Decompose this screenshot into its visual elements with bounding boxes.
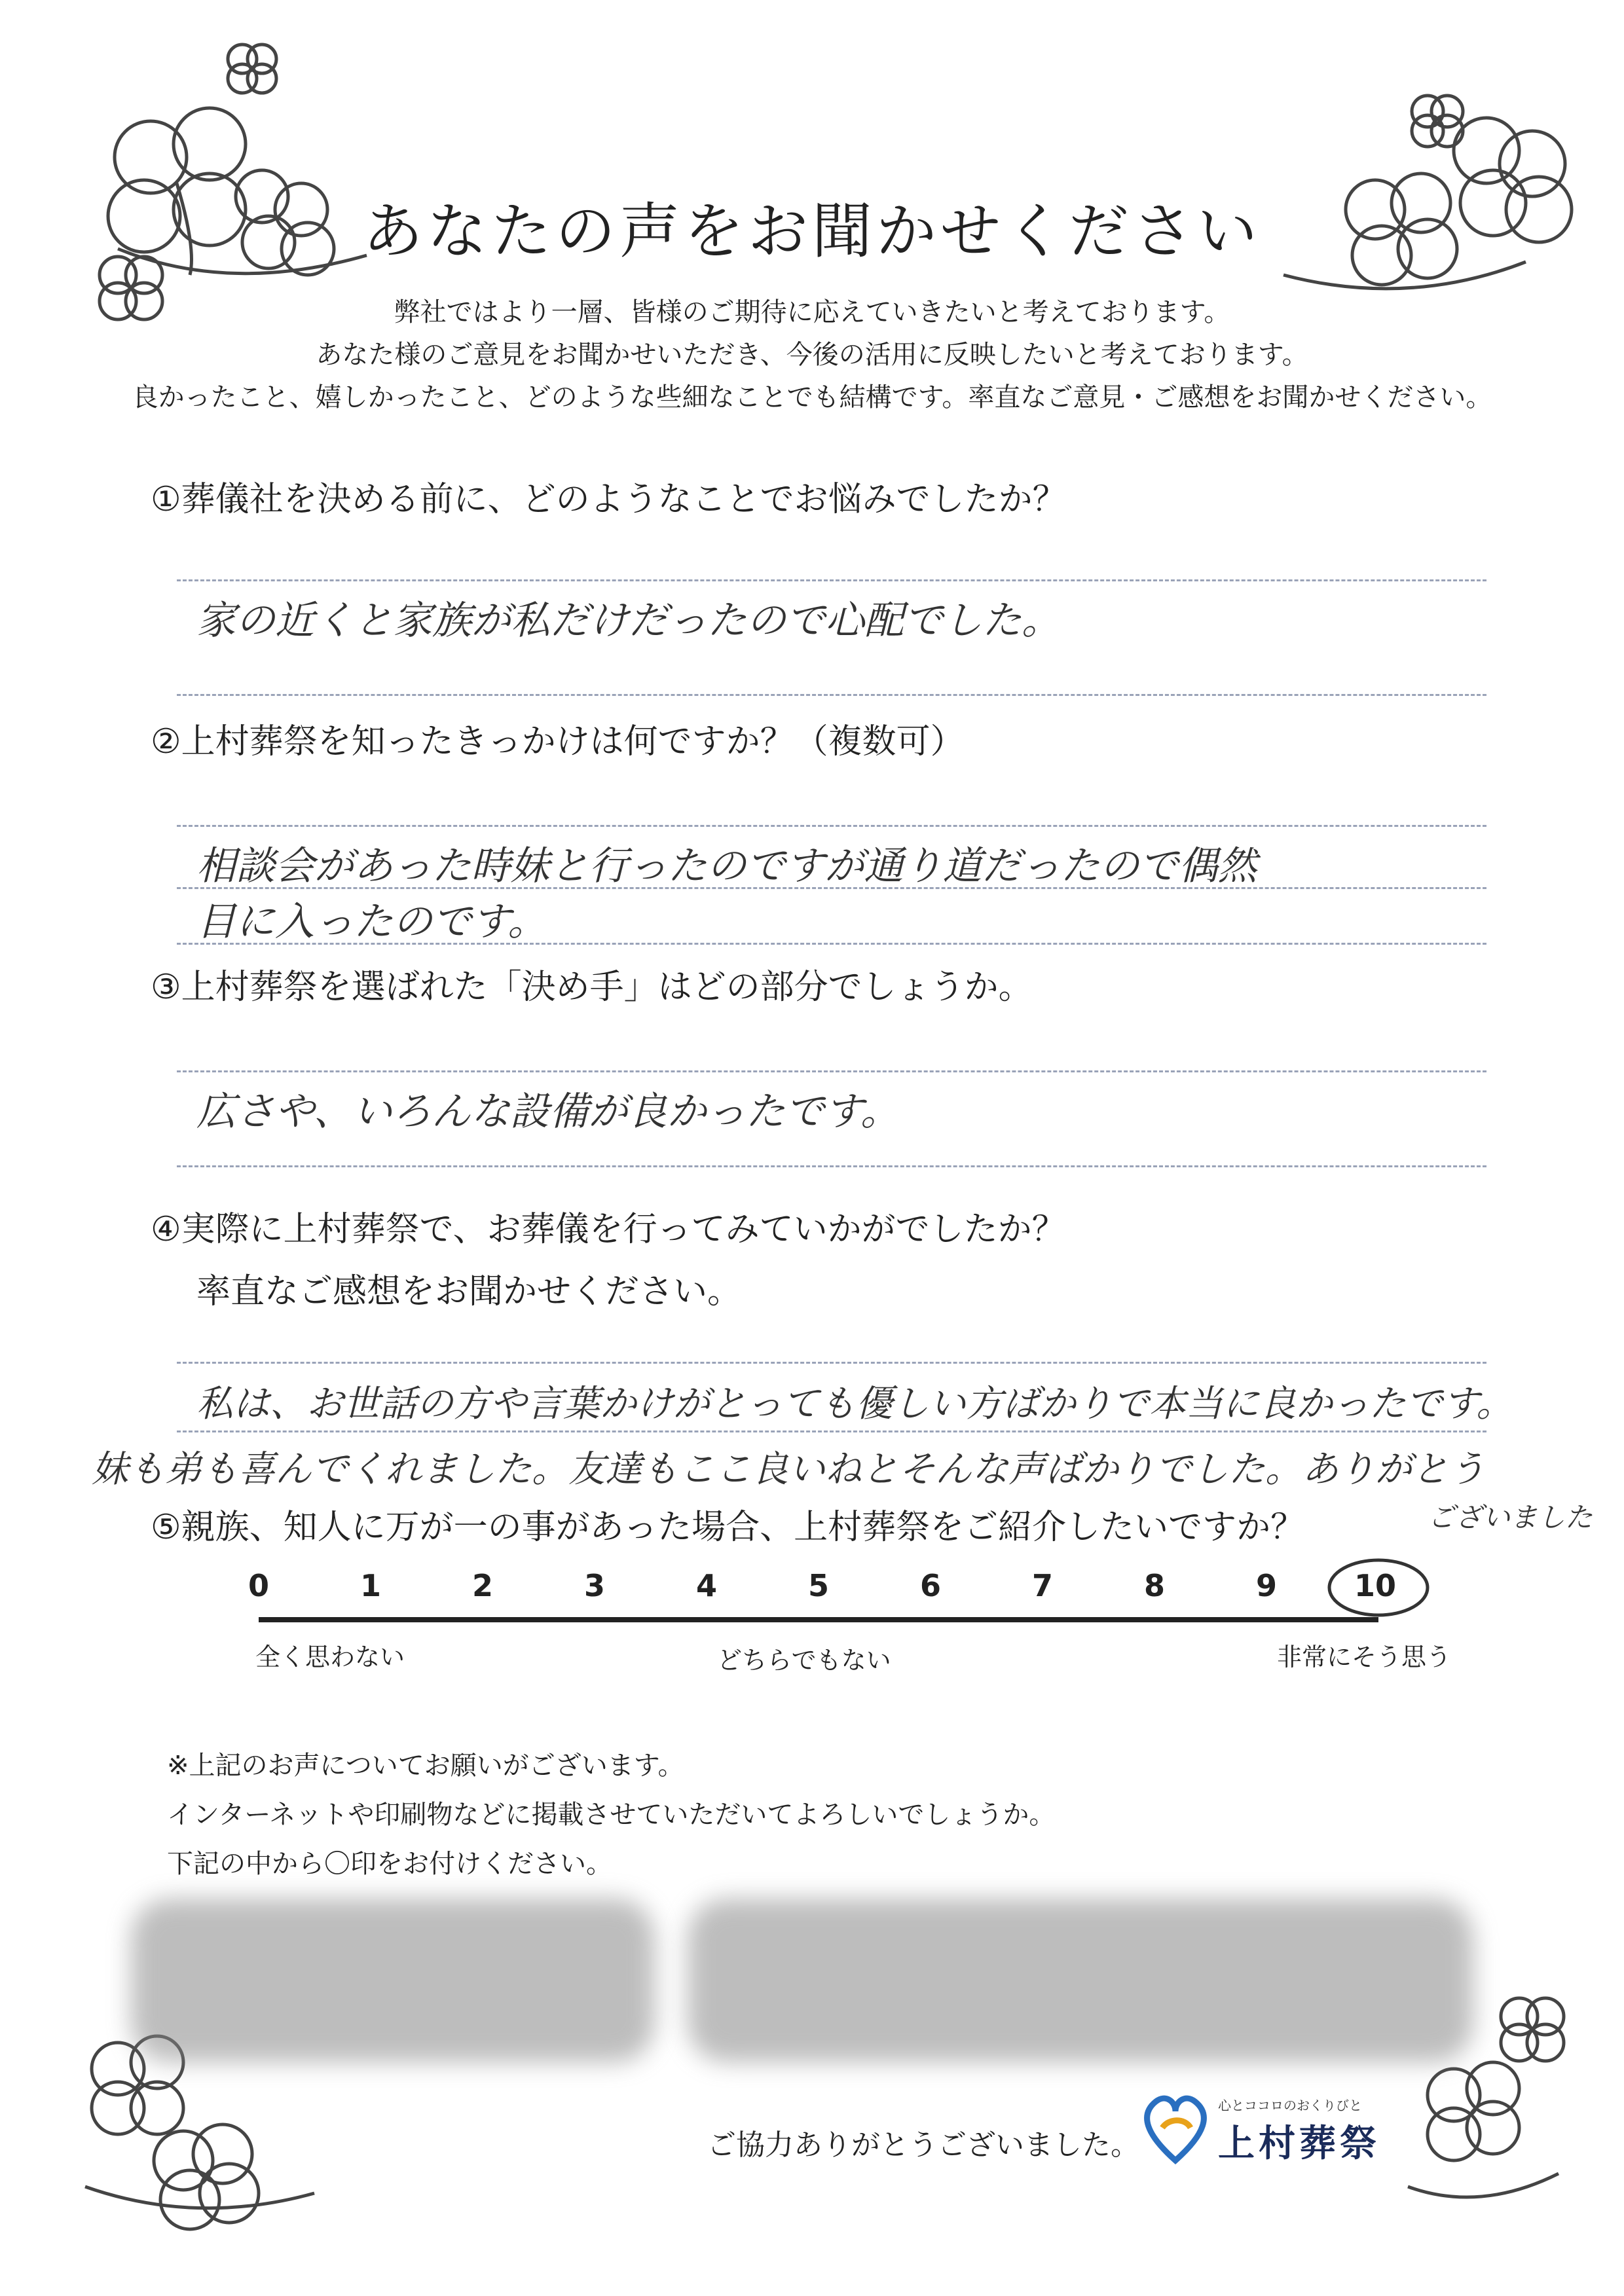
scale-3[interactable]: 3 [583, 1568, 606, 1603]
dotted-line [177, 1070, 1486, 1072]
dotted-line [177, 1165, 1486, 1167]
intro-line-2: あなた様のご意見をお聞かせいただき、今後の活用に反映したいと考えております。 [316, 340, 1308, 370]
answer-4-line-1: 私は、お世話の方や言葉かけがとっても優しい方ばかりで本当に良かったです。 [196, 1383, 1513, 1425]
scale-2[interactable]: 2 [471, 1568, 494, 1603]
redacted-area [688, 1899, 1473, 2062]
note-line-3: 下記の中から〇印をお付けください。 [167, 1849, 612, 1879]
scale-label-mid: どちらでもない [717, 1646, 891, 1675]
thanks-text: ご協力ありがとうございました。 [707, 2128, 1139, 2162]
scale-line [259, 1617, 1378, 1622]
redacted-area [131, 1899, 655, 2062]
intro-line-1: 弊社ではより一層、皆様のご期待に応えていきたいと考えております。 [394, 297, 1230, 327]
answer-4-line-3: ございました [1428, 1501, 1593, 1533]
dotted-line [177, 943, 1486, 945]
question-1: ①葬儀社を決める前に、どのようなことでお悩みでしたか？ [151, 480, 1067, 519]
scale-4[interactable]: 4 [695, 1568, 718, 1603]
scale-5[interactable]: 5 [807, 1568, 830, 1603]
dotted-line [177, 694, 1486, 696]
dotted-line [177, 1362, 1486, 1364]
scale-6[interactable]: 6 [919, 1568, 942, 1603]
selected-circle-mark [1323, 1555, 1434, 1620]
clover-icon [228, 45, 276, 93]
brand-logo-icon [1139, 2088, 1211, 2167]
brand-tagline: 心とココロのおくりびと [1218, 2098, 1362, 2113]
question-4-line-1: ④実際に上村葬祭で、お葬儀を行ってみていかがでしたか？ [151, 1210, 1066, 1249]
scale-1[interactable]: 1 [360, 1568, 382, 1603]
note-line-1: ※上記のお声についてお願いがございます。 [167, 1751, 684, 1781]
question-4-line-2: 率直なご感想をお聞かせください。 [196, 1272, 742, 1311]
scale-0[interactable]: 0 [248, 1568, 270, 1603]
scale-label-left: 全く思わない [255, 1643, 405, 1671]
dotted-line [177, 1430, 1486, 1432]
answer-2-line-1: 相談会があった時妹と行ったのですが通り道だったので偶然 [196, 843, 1257, 889]
clover-icon [1428, 2062, 1519, 2160]
page-title: あなたの声をお聞かせください [362, 196, 1261, 266]
question-5: ⑤親族、知人に万が一の事があった場合、上村葬祭をご紹介したいですか？ [151, 1508, 1305, 1547]
intro-line-3: 良かったこと、嬉しかったこと、どのような些細なことでも結構です。率直なご意見・ご感想をお聞かせください。 [132, 382, 1492, 412]
answer-4-line-2: 妹も弟も喜んでくれました。友達もここ良いねとそんな声ばかりでした。ありがとう [92, 1448, 1485, 1491]
dotted-line [177, 887, 1486, 889]
question-2: ②上村葬祭を知ったきっかけは何ですか？（複数可） [151, 722, 965, 761]
answer-3: 広さや、いろんな設備が良かったです。 [196, 1089, 900, 1135]
scale-8[interactable]: 8 [1143, 1568, 1166, 1603]
clover-icon [154, 2124, 259, 2229]
question-3: ③上村葬祭を選ばれた「決め手」はどの部分でしょうか。 [151, 968, 1033, 1007]
vine-decoration [1408, 2174, 1559, 2197]
answer-2-line-2: 目に入ったのです。 [196, 899, 547, 945]
note-line-2: インターネットや印刷物などに掲載させていただいてよろしいでしょうか。 [167, 1800, 1056, 1830]
dotted-line [177, 579, 1486, 581]
brand-name: 上村葬祭 [1218, 2123, 1380, 2165]
answer-1: 家の近くと家族が私だけだったので心配でした。 [196, 598, 1061, 644]
dotted-line [177, 825, 1486, 827]
scale-9[interactable]: 9 [1255, 1568, 1278, 1603]
clover-icon [1501, 1998, 1564, 2061]
scale-10[interactable]: 10 [1354, 1568, 1397, 1603]
scale-7[interactable]: 7 [1031, 1568, 1054, 1603]
scale-label-right: 非常にそう思う [1277, 1643, 1452, 1671]
